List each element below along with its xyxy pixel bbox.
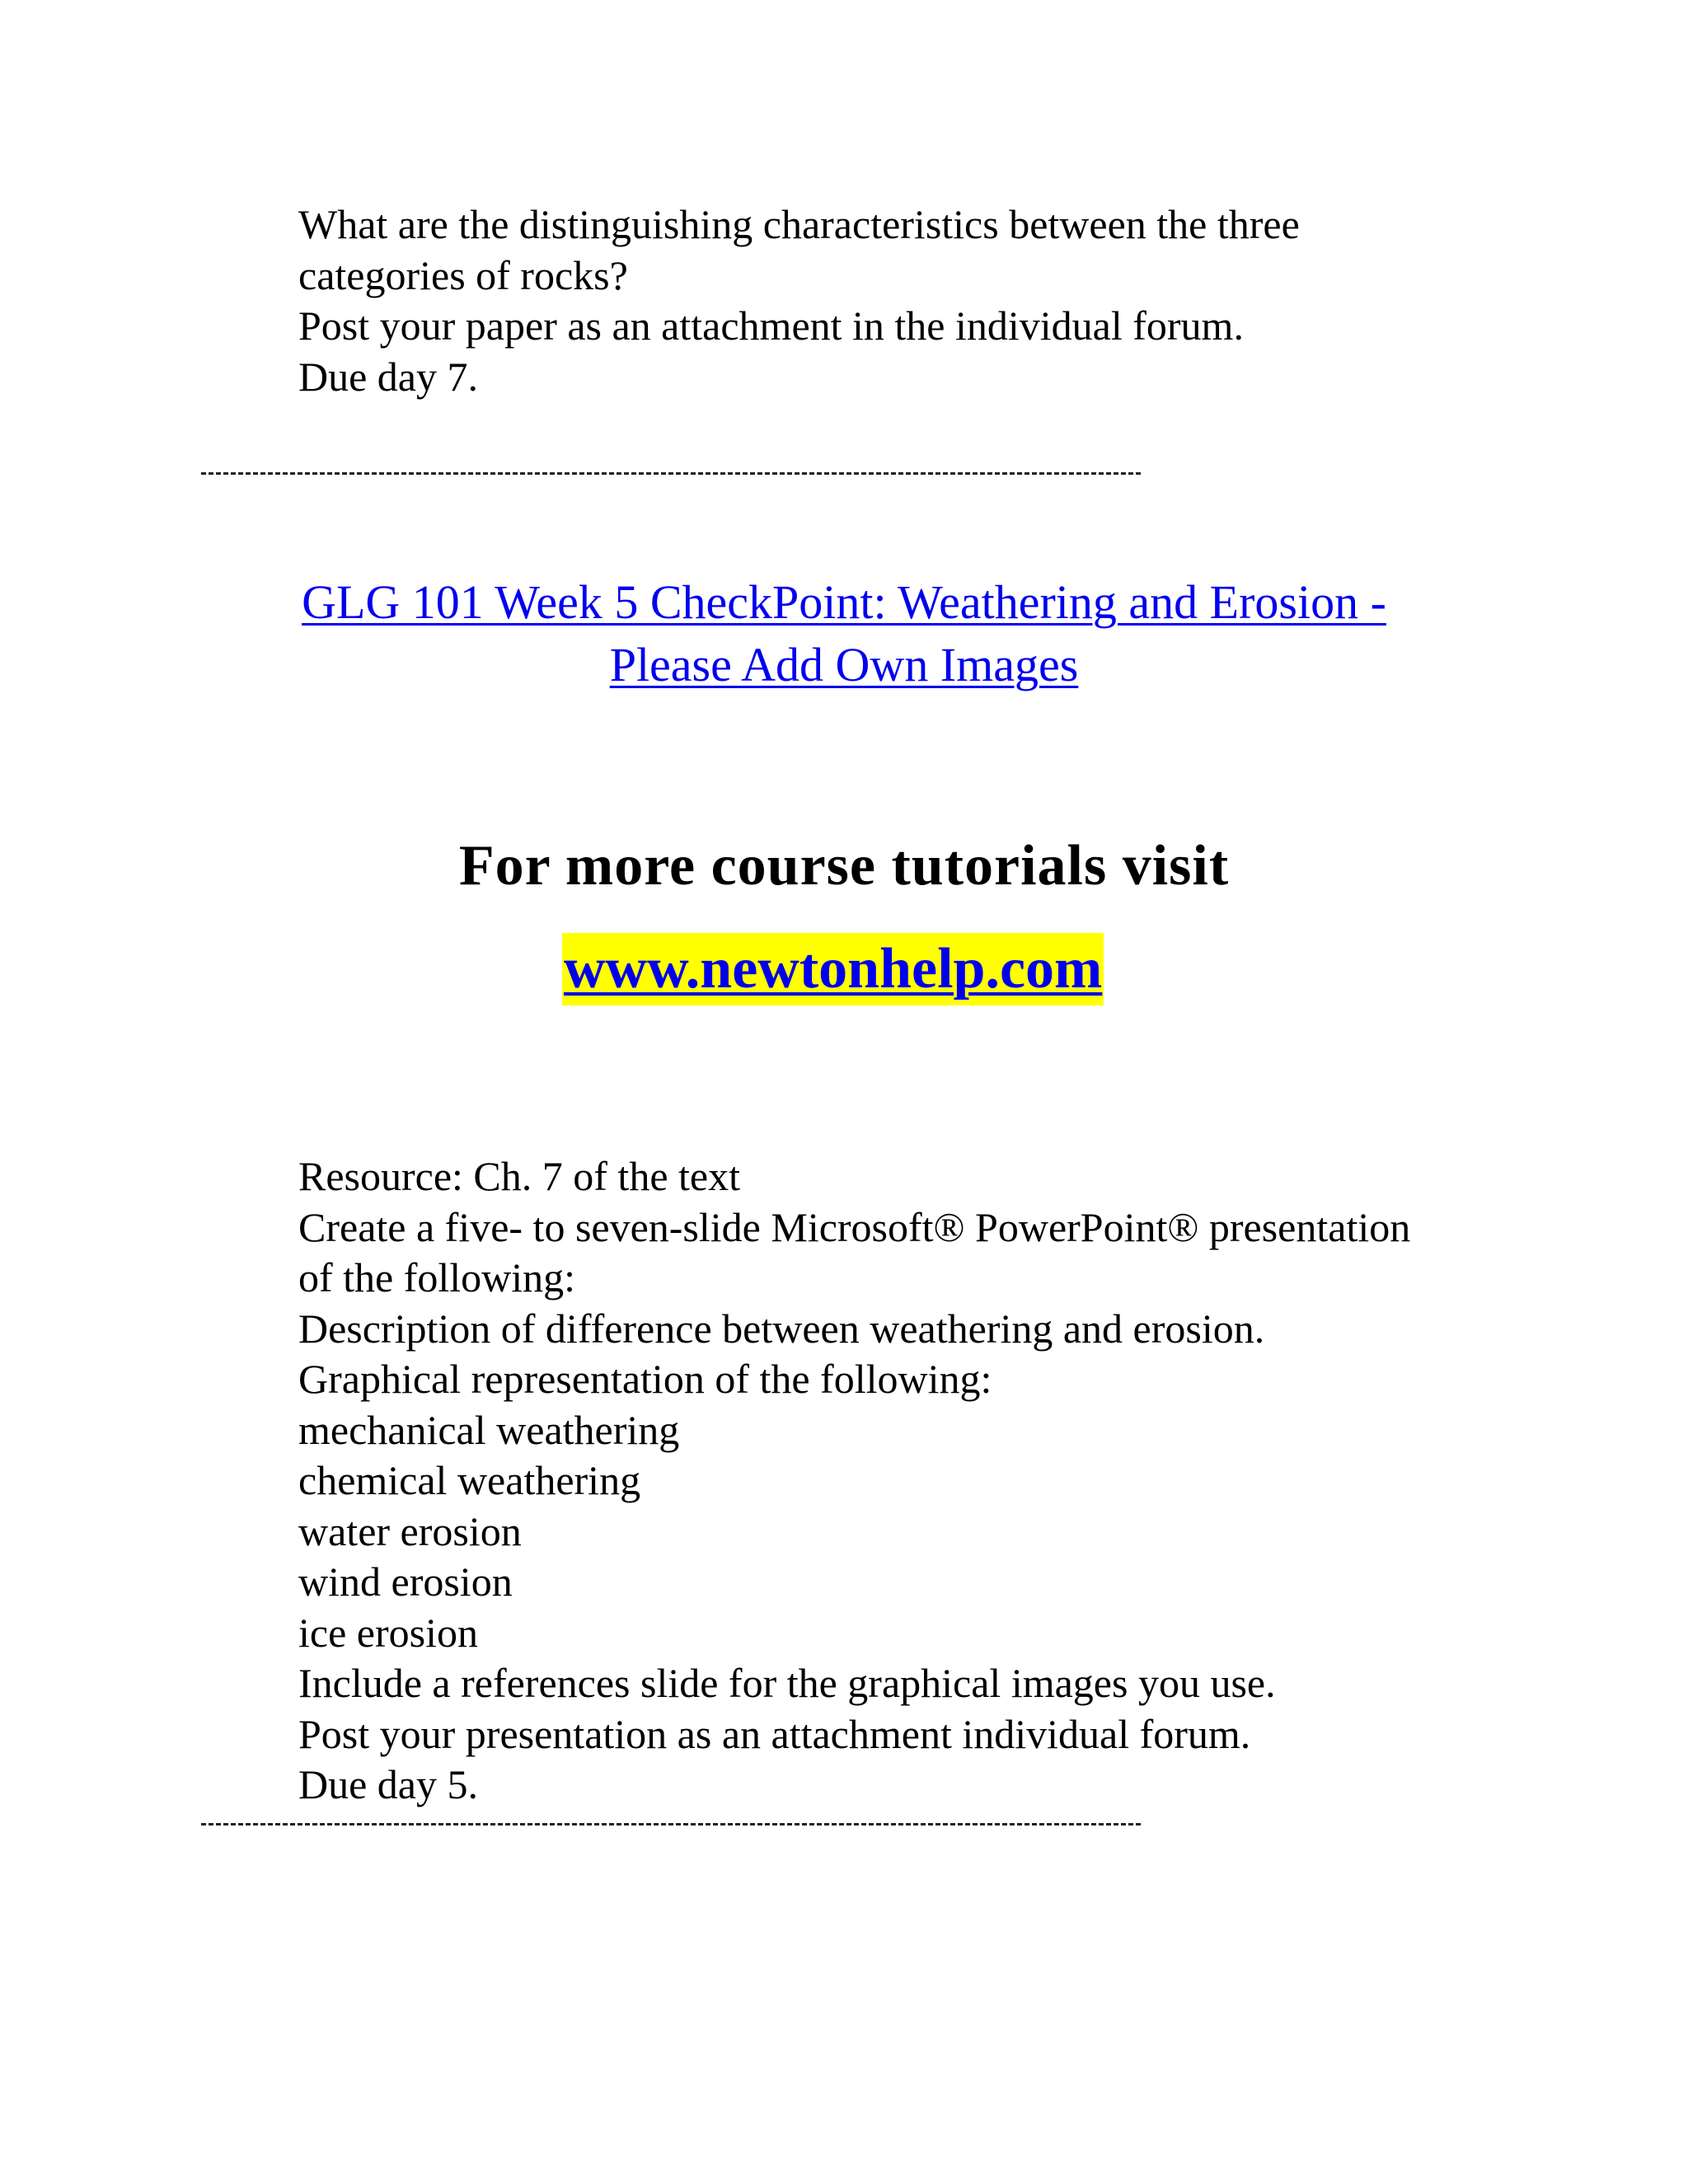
course-title-link[interactable] (0, 571, 1688, 696)
promo-website-link[interactable]: www.newtonhelp.com (564, 937, 1103, 1001)
text-line: What are the distinguishing characteristics between the three (298, 201, 1300, 247)
list-item: mechanical weathering (298, 1406, 680, 1453)
course-title-line-2[interactable]: Please Add Own Images (609, 638, 1079, 691)
text-line: of the following: (298, 1254, 576, 1301)
text-line: Create a five- to seven-slide Microsoft® PowerPoint® presentation (298, 1203, 1411, 1250)
text-line: Resource: Ch. 7 of the text (298, 1153, 740, 1199)
course-title-anchor[interactable] (0, 571, 1688, 696)
text-line: Due day 5. (298, 1761, 478, 1807)
text-line: Graphical representation of the following: (298, 1356, 992, 1402)
assignment-description-top (298, 199, 1584, 402)
list-item: chemical weathering (298, 1457, 641, 1503)
text-line: Include a references slide for the graphical images you use. (298, 1660, 1276, 1706)
list-item: wind erosion (298, 1558, 513, 1605)
dashed-divider (201, 472, 1141, 475)
promo-heading: For more course tutorials visit (458, 834, 1230, 898)
text-line: Due day 7. (298, 353, 478, 400)
promo-link-highlight (562, 933, 1104, 1005)
dashed-divider (201, 1823, 1141, 1825)
text-line: Post your paper as an attachment in the individual forum. (298, 302, 1244, 349)
text-line: categories of rocks? (298, 251, 628, 298)
list-item: ice erosion (298, 1609, 478, 1656)
assignment-description-bottom (298, 1151, 1584, 1811)
text-line: Post your presentation as an attachment individual forum. (298, 1710, 1251, 1757)
course-title-line-1[interactable]: GLG 101 Week 5 CheckPoint: Weathering and Erosion - (302, 575, 1386, 629)
list-item: water erosion (298, 1507, 522, 1554)
text-line: Description of difference between weathering and erosion. (298, 1305, 1265, 1352)
